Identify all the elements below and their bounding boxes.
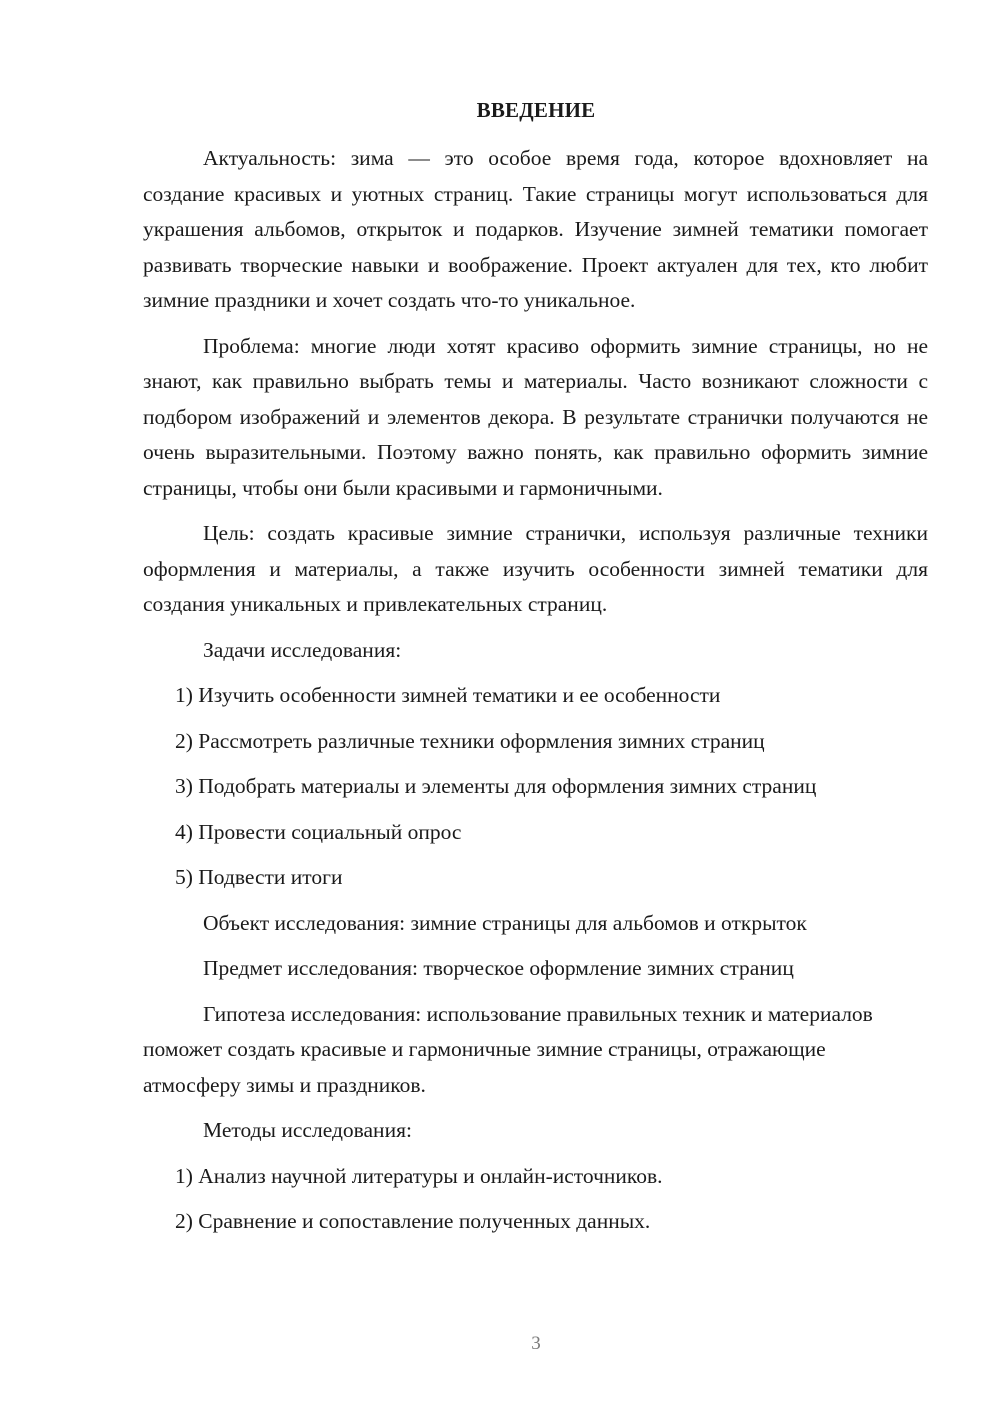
methods-list (143, 1159, 928, 1240)
page-title: ВВЕДЕНИЕ (476, 98, 596, 122)
list-item: 1) Изучить особенности зимней тематики и ее особенности (175, 683, 721, 707)
list-item: 1) Анализ научной литературы и онлайн-источников. (175, 1163, 663, 1188)
methods-heading: Методы исследования: (203, 1118, 412, 1142)
goal-paragraph: Цель: создать красивые зимние странички, используя различные техники оформления и материалы, а также изучить особенности зимней тематики для создания уникальных и привлекательных страниц. (143, 521, 928, 616)
list-item: 3) Подобрать материалы и элементы для оформления зимних страниц (175, 774, 817, 798)
list-item: 5) Подвести итоги (175, 865, 343, 889)
list-item: 2) Сравнение и сопоставление полученных данных. (175, 1209, 651, 1233)
page-content (143, 141, 928, 1250)
problem-paragraph: Проблема: многие люди хотят красиво оформить зимние страницы, но не знают, как правильно выбрать темы и материалы. Часто возникают сложности с подбором изображений и элементов декора. В результате странички получаются не очень выразительными. Поэтому важно понять, как правильно оформить зимние страницы, чтобы они были красивыми и гармоничными. (143, 333, 928, 500)
hypothesis-paragraph: Гипотеза исследования: использование правильных техник и материалов поможет создать красивые и гармоничные зимние страницы, отражающие атмосферу зимы и праздников. (143, 1001, 873, 1097)
tasks-list (143, 678, 928, 896)
research-object: Объект исследования: зимние страницы для альбомов и открыток (203, 910, 807, 935)
research-subject: Предмет исследования: творческое оформление зимних страниц (203, 956, 794, 980)
page-number: 3 (531, 1333, 541, 1354)
tasks-heading: Задачи исследования: (203, 637, 402, 662)
list-item: 2) Рассмотреть различные техники оформления зимних страниц (175, 728, 765, 753)
relevance-paragraph: Актуальность: зима — это особое время года, которое вдохновляет на создание красивых и уютных страниц. Такие страницы могут использоваться для украшения альбомов, открыток и подарков. Изучение зимней тематики помогает развивать творческие навыки и воображение. Проект актуален для тех, кто любит зимние праздники и хочет создать что-то уникальное. (143, 146, 928, 312)
list-item: 4) Провести социальный опрос (175, 819, 462, 844)
